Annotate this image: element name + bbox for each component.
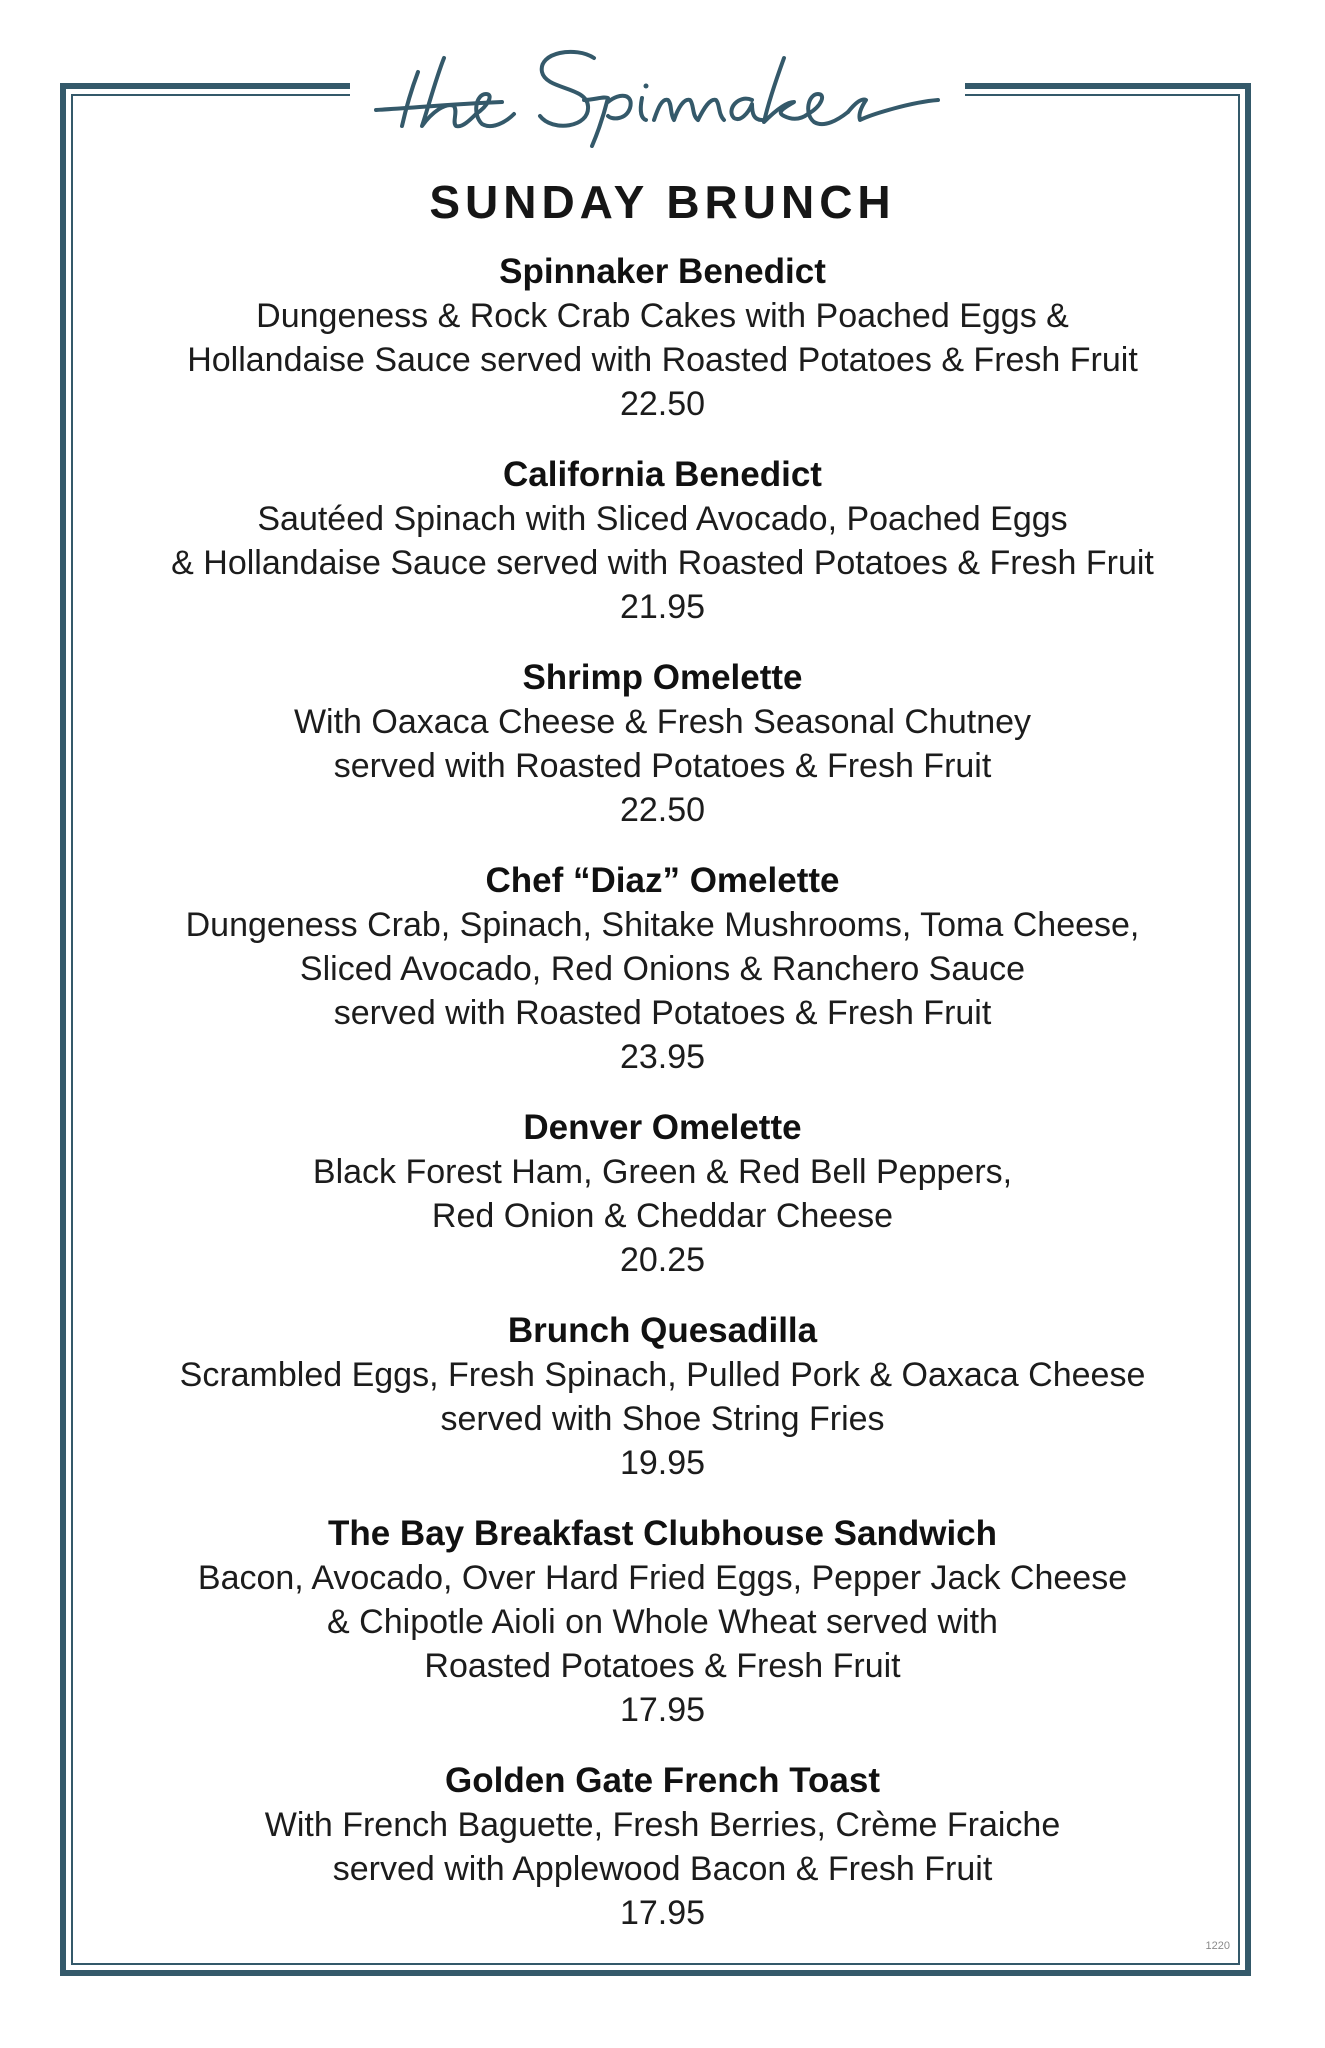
item-price: 21.95	[619, 588, 706, 626]
menu-item	[100, 1106, 1225, 1282]
item-price: 22.50	[619, 385, 706, 423]
item-description: Black Forest Ham, Green & Red Bell Peppers, Red Onion & Cheddar Cheese	[312, 1153, 1013, 1235]
item-description: With Oaxaca Cheese & Fresh Seasonal Chutney served with Roasted Potatoes & Fresh Fruit	[293, 703, 1032, 785]
item-price: 20.25	[619, 1241, 706, 1279]
menu-item	[100, 1759, 1225, 1935]
menu-item	[100, 250, 1225, 426]
menu-item	[100, 656, 1225, 832]
item-name: The Bay Breakfast Clubhouse Sandwich	[327, 1514, 998, 1553]
menu-list	[100, 250, 1225, 1962]
item-name: Brunch Quesadilla	[507, 1311, 818, 1350]
item-name: Chef “Diaz” Omelette	[485, 861, 840, 900]
menu-item	[100, 453, 1225, 629]
spinnaker-logo	[372, 28, 942, 148]
item-description: Scrambled Eggs, Fresh Spinach, Pulled Pork & Oaxaca Cheese served with Shoe String Fries	[179, 1356, 1146, 1438]
item-description: Dungeness & Rock Crab Cakes with Poached Eggs & Hollandaise Sauce served with Roasted Potatoes & Fresh Fruit	[187, 297, 1138, 379]
item-name: Denver Omelette	[523, 1108, 802, 1147]
item-name: Golden Gate French Toast	[445, 1761, 880, 1800]
menu-item	[100, 1309, 1225, 1485]
item-description: Dungeness Crab, Spinach, Shitake Mushrooms, Toma Cheese, Sliced Avocado, Red Onions & Ranchero Sauce served with Roasted Potatoes & Fresh Fruit	[185, 906, 1140, 1032]
item-name: California Benedict	[503, 455, 822, 494]
item-price: 17.95	[619, 1894, 706, 1932]
form-code: 1220	[1205, 1940, 1230, 1952]
item-name: Shrimp Omelette	[522, 658, 803, 697]
item-price: 17.95	[619, 1691, 706, 1729]
item-description: With French Baguette, Fresh Berries, Crème Fraiche served with Applewood Bacon & Fresh Fruit	[264, 1806, 1061, 1888]
item-price: 23.95	[619, 1038, 706, 1076]
item-description: Sautéed Spinach with Sliced Avocado, Poached Eggs & Hollandaise Sauce served with Roasted Potatoes & Fresh Fruit	[171, 500, 1154, 582]
item-description: Bacon, Avocado, Over Hard Fried Eggs, Pepper Jack Cheese & Chipotle Aioli on Whole Wheat served with Roasted Potatoes & Fresh Fruit	[197, 1559, 1128, 1685]
menu-item	[100, 1512, 1225, 1732]
item-name: Spinnaker Benedict	[499, 252, 826, 291]
menu-title: SUNDAY BRUNCH	[429, 176, 896, 228]
menu-item	[100, 859, 1225, 1079]
item-price: 22.50	[619, 791, 706, 829]
item-price: 19.95	[619, 1444, 706, 1482]
